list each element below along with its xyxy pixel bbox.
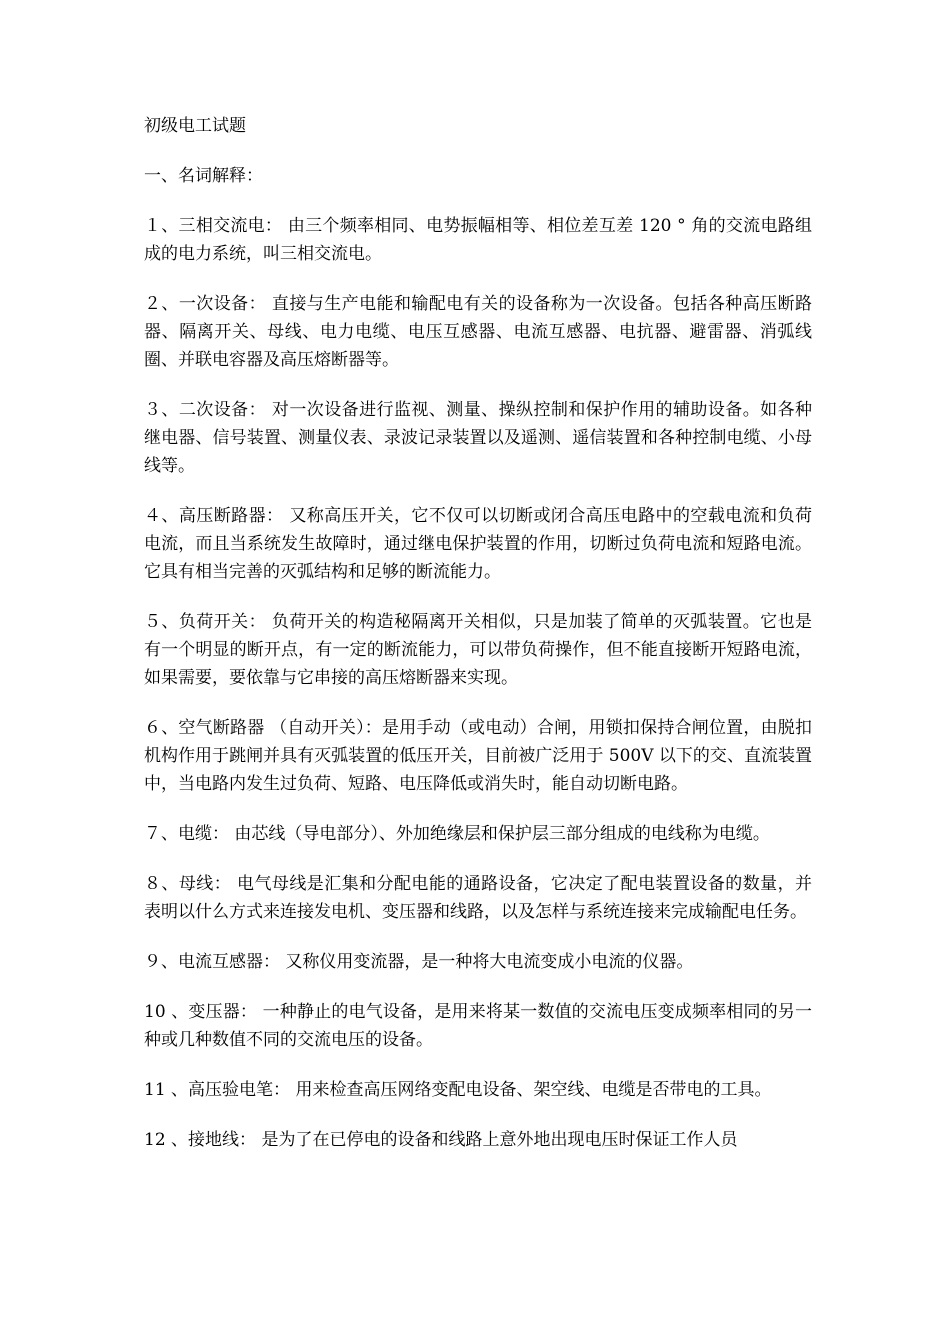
term-definition: 负荷开关的构造秘隔离开关相似，只是加装了简单的灭弧装置。它也是有一个明显的断开点，有一定的断流能力，可以带负荷操作，但不能直接断开短路电流，如果需要，要依靠与它串接的高压熔断器来实现。 <box>144 612 813 688</box>
term-definition: 是为了在已停电的设备和线路上意外地出现电压时保证工作人员 <box>256 1130 738 1150</box>
document-title: 初级电工试题 <box>144 116 246 136</box>
term-paragraph <box>144 998 812 1054</box>
term-paragraph <box>144 948 812 976</box>
term-paragraph <box>144 714 812 798</box>
term-name: ４、高压断路器： <box>144 506 284 526</box>
term-name: ８、母线： <box>144 874 232 894</box>
term-paragraph <box>144 502 812 586</box>
term-paragraph <box>144 820 812 848</box>
term-definition: （自动开关）：是用手动（或电动）合闸，用锁扣保持合闸位置，由脱扣机构作用于跳闸并具有灭弧装置的低压开关，目前被广泛用于 500V 以下的交、直流装置中，当电路内发生过负荷、短路、电压降低或消失时，能自动切断电路。 <box>144 718 812 794</box>
term-paragraph <box>144 870 812 926</box>
term-paragraph <box>144 608 812 692</box>
term-name: 11 、高压验电笔： <box>144 1080 291 1100</box>
term-paragraph <box>144 396 812 480</box>
term-definition: 又称仪用变流器，是一种将大电流变成小电流的仪器。 <box>280 952 694 972</box>
document-content <box>144 112 812 1154</box>
term-definition: 电气母线是汇集和分配电能的通路设备，它决定了配电装置设备的数量，并表明以什么方式来连接发电机、变压器和线路，以及怎样与系统连接来完成输配电任务。 <box>144 874 813 922</box>
term-paragraph <box>144 1126 812 1154</box>
term-name: 10 、变压器： <box>144 1002 258 1022</box>
term-paragraph <box>144 290 812 374</box>
term-definition: 用来检查高压网络变配电设备、架空线、电缆是否带电的工具。 <box>290 1080 772 1100</box>
term-name: ６、空气断路器 <box>144 718 265 738</box>
term-definition: 一种静止的电气设备，是用来将某一数值的交流电压变成频率相同的另一种或几种数值不同的交流电压的设备。 <box>144 1002 812 1050</box>
term-name: ７、电缆： <box>144 824 229 844</box>
term-name: ２、一次设备： <box>144 294 267 314</box>
term-definition: 又称高压开关，它不仅可以切断或闭合高压电路中的空载电流和负荷电流，而且当系统发生故障时，通过继电保护装置的作用，切断过负荷电流和短路电流。它具有相当完善的灭弧结构和足够的断流能力。 <box>144 506 813 582</box>
section-heading: 一、名词解释： <box>144 166 263 186</box>
term-definition: 由三个频率相同、电势振幅相等、相位差互差 120 ° 角的交流电路组成的电力系统，叫三相交流电。 <box>144 216 813 264</box>
term-definition: 对一次设备进行监视、测量、操纵控制和保护作用的辅助设备。如各种继电器、信号装置、测量仪表、录波记录装置以及遥测、遥信装置和各种控制电缆、小母线等。 <box>144 400 813 476</box>
term-name: 12 、接地线： <box>144 1130 257 1150</box>
term-name: ９、电流互感器： <box>144 952 280 972</box>
term-definition: 直接与生产电能和输配电有关的设备称为一次设备。包括各种高压断路器、隔离开关、母线、电力电缆、电压互感器、电流互感器、电抗器、避雷器、消弧线圈、并联电容器及高压熔断器等。 <box>144 294 813 370</box>
term-name: ３、二次设备： <box>144 400 267 420</box>
term-name: ５、负荷开关： <box>144 612 267 632</box>
term-definition: 由芯线（导电部分）、外加绝缘层和保护层三部分组成的电线称为电缆。 <box>229 824 770 844</box>
term-name: １、三相交流电： <box>144 216 283 236</box>
term-paragraph <box>144 1076 812 1104</box>
term-paragraph <box>144 212 812 268</box>
